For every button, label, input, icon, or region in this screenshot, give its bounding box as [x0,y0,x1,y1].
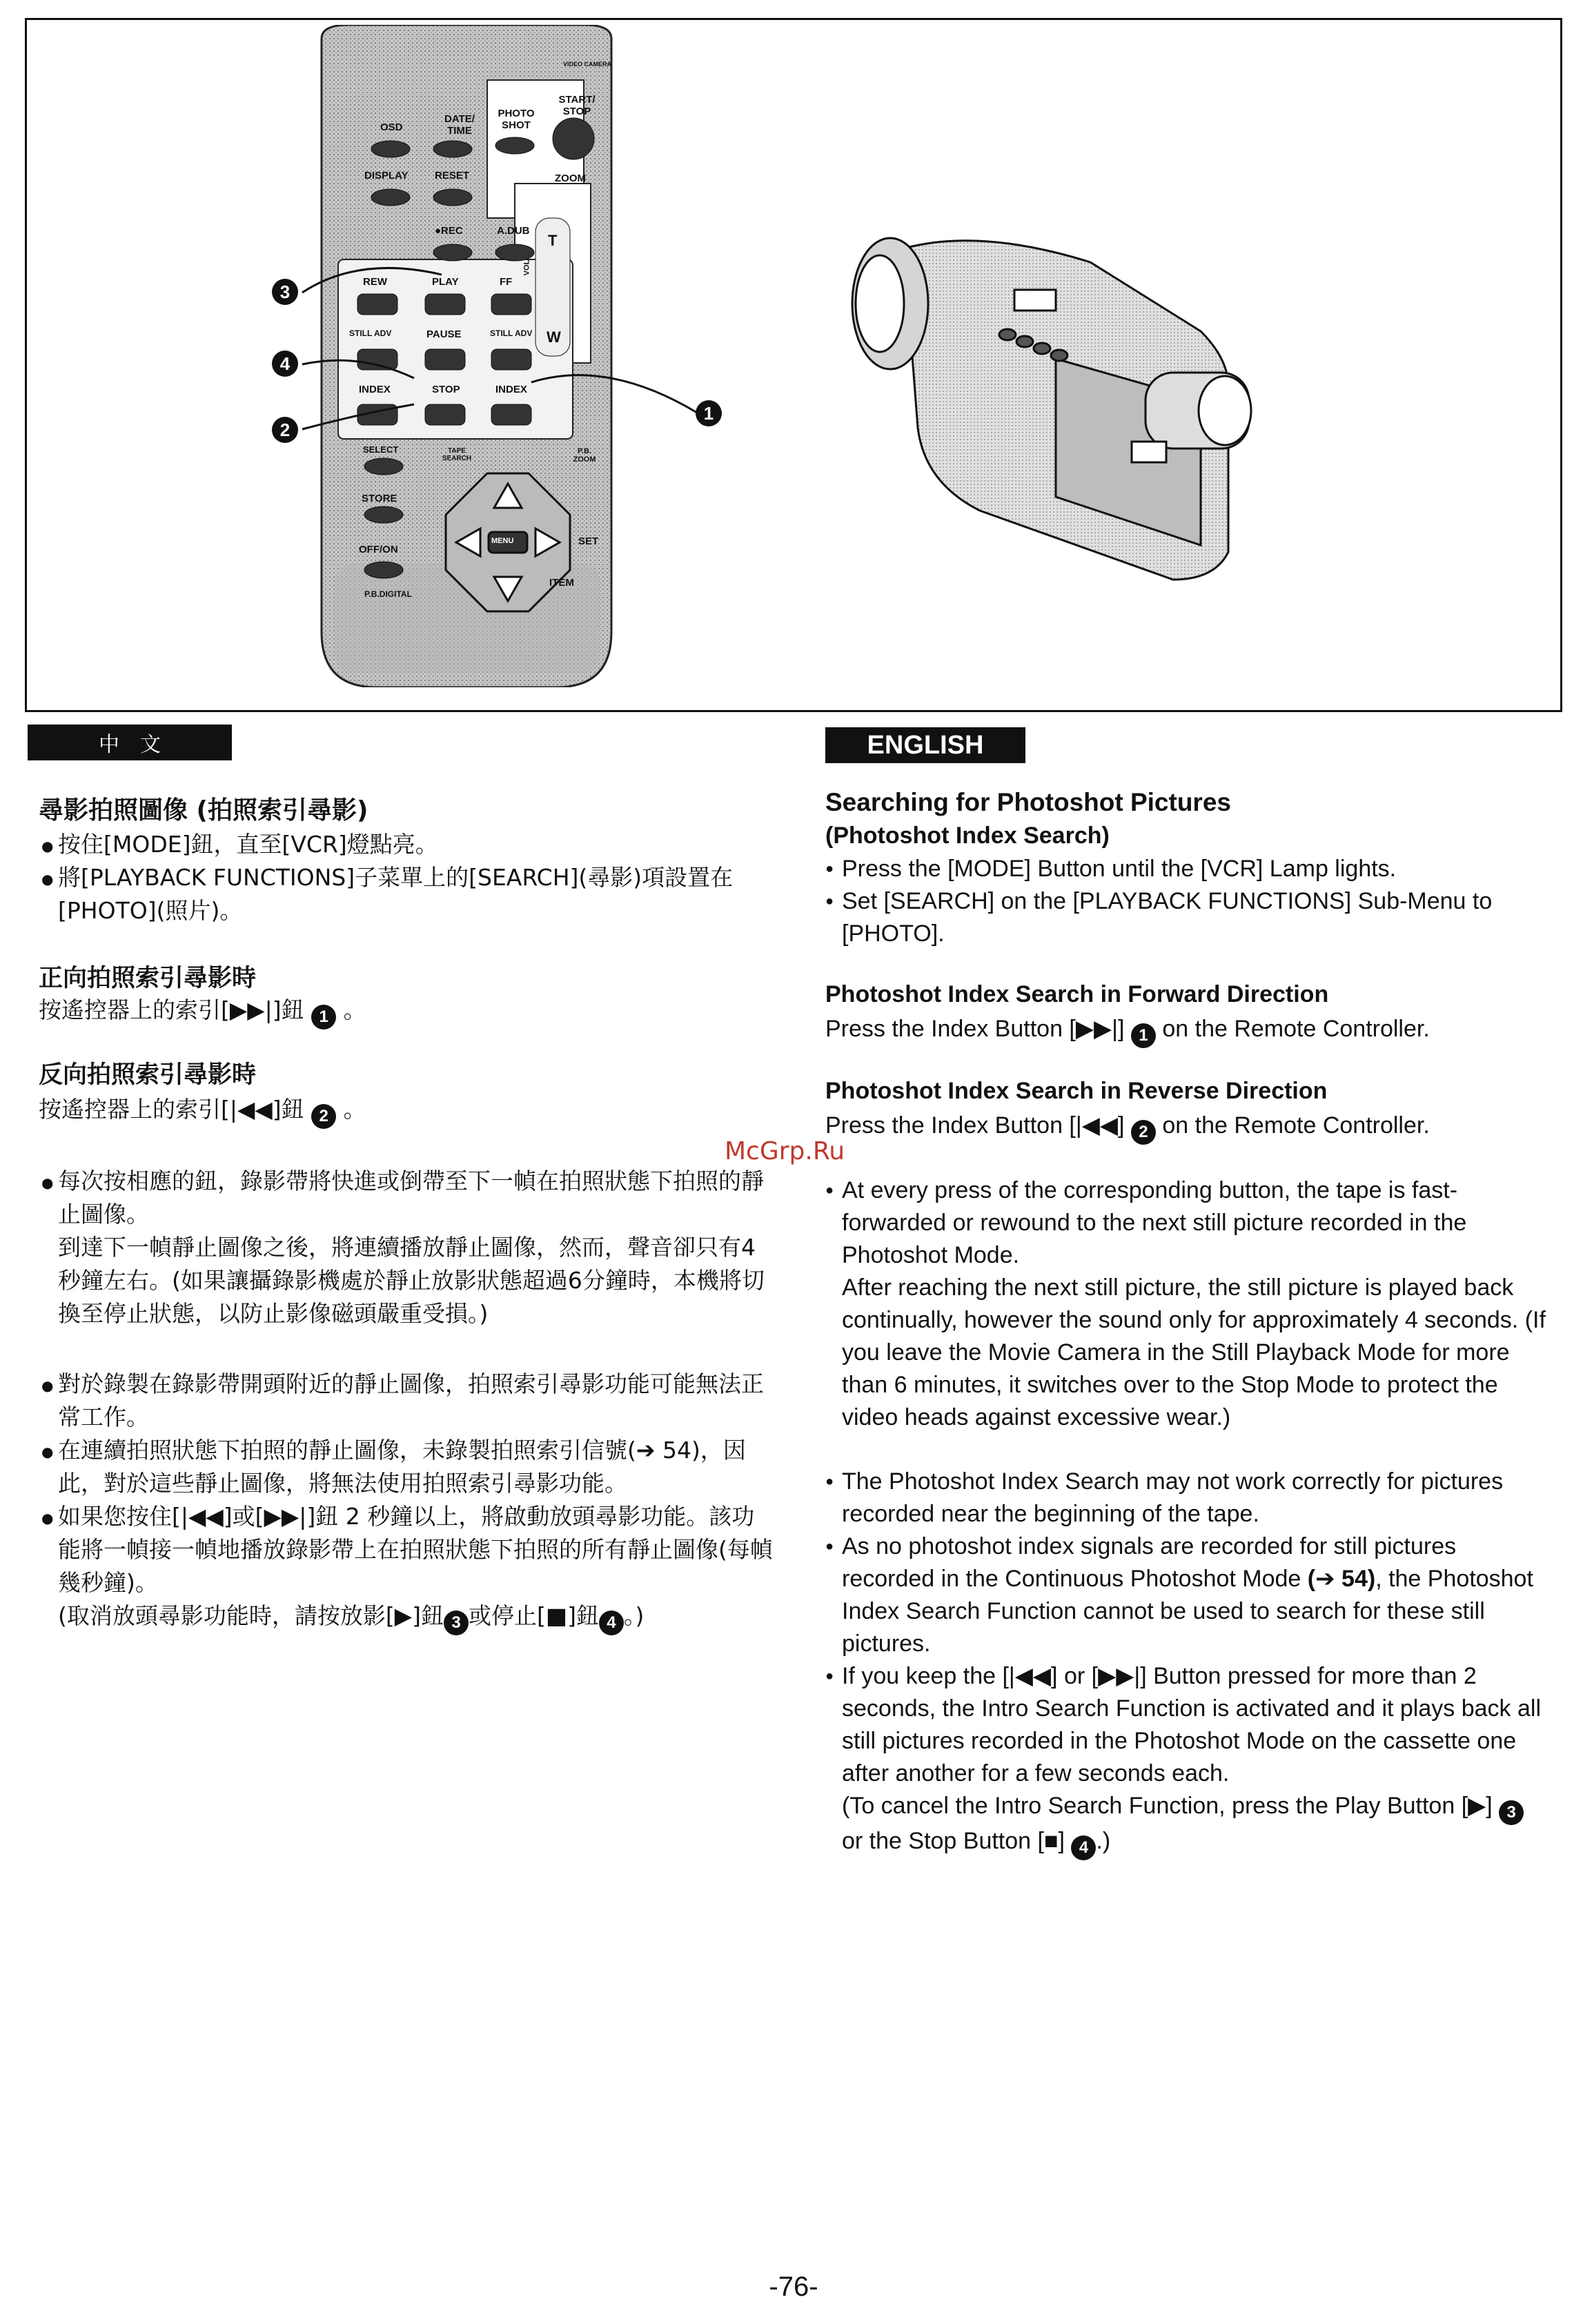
chinese-reverse-text-b: 。 [343,1096,366,1123]
callout-line-3 [302,268,442,293]
chinese-forward-text-a: 按遙控器上的索引[▶▶|]鈕 [39,996,304,1023]
marker-1-icon: 1 [1131,1023,1156,1048]
btn-a-dub-label: A.DUB [497,225,530,237]
btn-osd-label: OSD [380,121,403,133]
english-note-1 [825,1174,1550,1434]
marker-4-icon: 4 [1071,1835,1096,1860]
chinese-intro-item: ● 將[PLAYBACK FUNCTIONS]子菜單上的[SEARCH](尋影)項設置在[PHOTO](照片)。 [41,861,773,927]
chinese-forward-text [39,994,729,1030]
english-note-1-a: ● At every press of the corresponding button, the tape is fast-forwarded or rewound to the next still picture recorded in the Photoshot Mode. [842,1177,1467,1268]
english-note-4-d: .) [1096,1828,1111,1854]
video-camera-drawing [842,221,1284,607]
chinese-note-1-b: 到達下一幀靜止圖像之後，將連續播放靜止圖像，然而，聲音卻只有4秒鐘左右。(如果讓攝錄影機處於靜止放影狀態超過6分鐘時，本機將切換至停止狀態，以防止影像磁頭嚴重受損。) [58,1234,765,1327]
zoom-w-label: W [547,328,561,346]
label-pb-digital: P.B.DIGITAL [364,589,412,599]
chinese-note-4-d: 。) [623,1602,645,1629]
english-note-3-b: , the Photoshot Index Search Function cannot be used to search for these still pictures. [842,1566,1533,1657]
callout-lines [0,0,1583,718]
btn-index-right-label: INDEX [495,384,527,395]
chinese-note-4-b: (取消放頭尋影功能時，請按放影[▶]鈕 [58,1602,444,1629]
english-reverse-text [825,1110,1557,1145]
chinese-note-4-cancel [58,1599,773,1635]
english-note-2: ● The Photoshot Index Search may not work correctly for pictures recorded near the beginning of the tape. [825,1466,1550,1530]
english-intro-item: ● Set [SEARCH] on the [PLAYBACK FUNCTIONS] Sub-Menu to [PHOTO]. [825,885,1550,950]
english-language-label: ENGLISH [825,727,1025,763]
marker-2-icon: 2 [1131,1120,1156,1145]
chinese-intro-list [41,828,773,927]
callout-marker-2: 2 [272,417,298,443]
english-forward-text-b: on the Remote Controller. [1162,1016,1430,1042]
chinese-intro-item: ● 按住[MODE]鈕，直至[VCR]燈點亮。 [41,828,773,861]
english-intro-list [825,853,1550,950]
page-number: -76- [769,2272,818,2302]
english-note-4-cancel [842,1790,1550,1860]
english-reverse-text-a: Press the Index Button [|◀◀] [825,1112,1125,1139]
btn-set-label: SET [578,535,599,547]
marker-3-icon: 3 [444,1611,469,1635]
btn-rew-label: REW [363,276,387,288]
english-note-4-c: or the Stop Button [■] [842,1828,1065,1854]
chinese-note-1-a: ● 每次按相應的鈕，錄影帶將快進或倒帶至下一幀在拍照狀態下拍照的靜止圖像。 [58,1168,764,1228]
chinese-forward-text-b: 。 [343,996,366,1023]
btn-pb-zoom-label: P.B. ZOOM [573,447,596,464]
chinese-forward-heading: 正向拍照索引尋影時 [39,965,257,992]
chinese-reverse-text-a: 按遙控器上的索引[|◀◀]鈕 [39,1096,304,1123]
chinese-reverse-heading: 反向拍照索引尋影時 [39,1061,257,1089]
btn-rec-label: ●REC [435,225,463,237]
btn-reset-label: RESET [435,170,470,181]
label-video-camera: VIDEO CAMERA [563,61,612,68]
english-reverse-heading: Photoshot Index Search in Reverse Direction [825,1078,1328,1104]
btn-zoom-label: ZOOM [555,173,586,184]
btn-start-stop-label: START/ STOP [558,94,596,117]
btn-item-label: ITEM [549,577,574,589]
marker-3-icon: 3 [1499,1800,1524,1825]
btn-off-on-label: OFF/ON [359,544,398,555]
btn-menu-label: MENU [491,537,514,545]
english-subtitle: (Photoshot Index Search) [825,823,1110,849]
callout-line-1 [531,375,697,413]
chinese-note-4-a: ● 如果您按住[|◀◀]或[▶▶|]鈕 2 秒鐘以上，將啟動放頭尋影功能。該功能將一幀接一幀地播放錄影帶上在拍照狀態下拍照的所有靜止圖像(每幀幾秒鐘)。 [58,1503,773,1596]
english-note-3-ref: (➔ 54) [1307,1566,1376,1592]
btn-index-left-label: INDEX [359,384,391,395]
btn-select-label: SELECT [363,444,399,455]
btn-store-label: STORE [362,493,397,504]
btn-play-label: PLAY [432,276,459,288]
english-forward-text [825,1013,1557,1048]
chinese-note-4 [41,1500,773,1635]
english-note-4-b: (To cancel the Intro Search Function, press the Play Button [▶] [842,1793,1493,1819]
english-note-4 [825,1660,1550,1860]
btn-date-time-label: DATE/ TIME [444,113,475,137]
marker-2-icon: 2 [311,1104,336,1129]
callout-line-4 [302,360,414,378]
english-note-1-b: After reaching the next still picture, the still picture is played back continually, however the sound only for approximately 4 seconds. (If you leave the Movie Camera in the Still Playback Mode for more than 6 minutes, it switches over to the Stop Mode to protect the video heads against excessive wear.) [842,1274,1546,1430]
btn-ff-label: FF [500,276,513,288]
vol-label: VOL [522,259,531,276]
chinese-reverse-text [39,1093,729,1129]
english-note-3 [825,1530,1550,1660]
btn-still-adv-right-label: STILL ADV [490,328,533,338]
marker-4-icon: 4 [599,1611,624,1635]
english-notes-list [825,1174,1550,1860]
chinese-note-3: ● 在連續拍照狀態下拍照的靜止圖像，未錄製拍照索引信號(➔ 54)，因此，對於這些靜止圖像，將無法使用拍照索引尋影功能。 [41,1434,773,1500]
callout-line-2 [302,404,414,429]
callout-marker-4: 4 [272,351,298,377]
english-forward-text-a: Press the Index Button [▶▶|] [825,1016,1125,1042]
callout-marker-3: 3 [272,279,298,305]
english-title: Searching for Photoshot Pictures [825,788,1231,816]
chinese-notes-list [41,1165,773,1635]
chinese-title: 尋影拍照圖像 (拍照索引尋影) [39,796,368,825]
english-intro-item: ● Press the [MODE] Button until the [VCR] Lamp lights. [825,853,1550,885]
btn-stop-label: STOP [432,384,460,395]
btn-photo-shot-label: PHOTO SHOT [498,108,535,131]
english-note-4-a: ● If you keep the [|◀◀] or [▶▶|] Button pressed for more than 2 seconds, the Intro Search Function is activated and it plays back all still pictures recorded in the Photoshot Mode on the cassette one after another for a few seconds each. [842,1663,1541,1786]
chinese-note-4-c: 或停止[■]鈕 [469,1602,599,1629]
btn-still-adv-left-label: STILL ADV [349,328,392,338]
english-forward-heading: Photoshot Index Search in Forward Direction [825,981,1329,1007]
btn-display-label: DISPLAY [364,170,409,181]
btn-pause-label: PAUSE [426,328,462,340]
chinese-language-label: 中 文 [28,725,232,760]
zoom-t-label: T [548,232,558,249]
video-camera-illustration [842,221,1284,607]
callout-marker-1: 1 [696,400,722,426]
chinese-note-2: ● 對於錄製在錄影帶開頭附近的靜止圖像，拍照索引尋影功能可能無法正常工作。 [41,1368,773,1434]
english-note-3-a: As no photoshot index signals are recorded for still pictures recorded in the Continuous Photoshot Mode [842,1533,1457,1592]
watermark: McGrp.Ru [725,1137,845,1165]
english-reverse-text-b: on the Remote Controller. [1162,1112,1430,1139]
marker-1-icon: 1 [311,1005,336,1030]
btn-tape-search-label: TAPE SEARCH [442,447,472,462]
chinese-note-1 [41,1165,773,1330]
